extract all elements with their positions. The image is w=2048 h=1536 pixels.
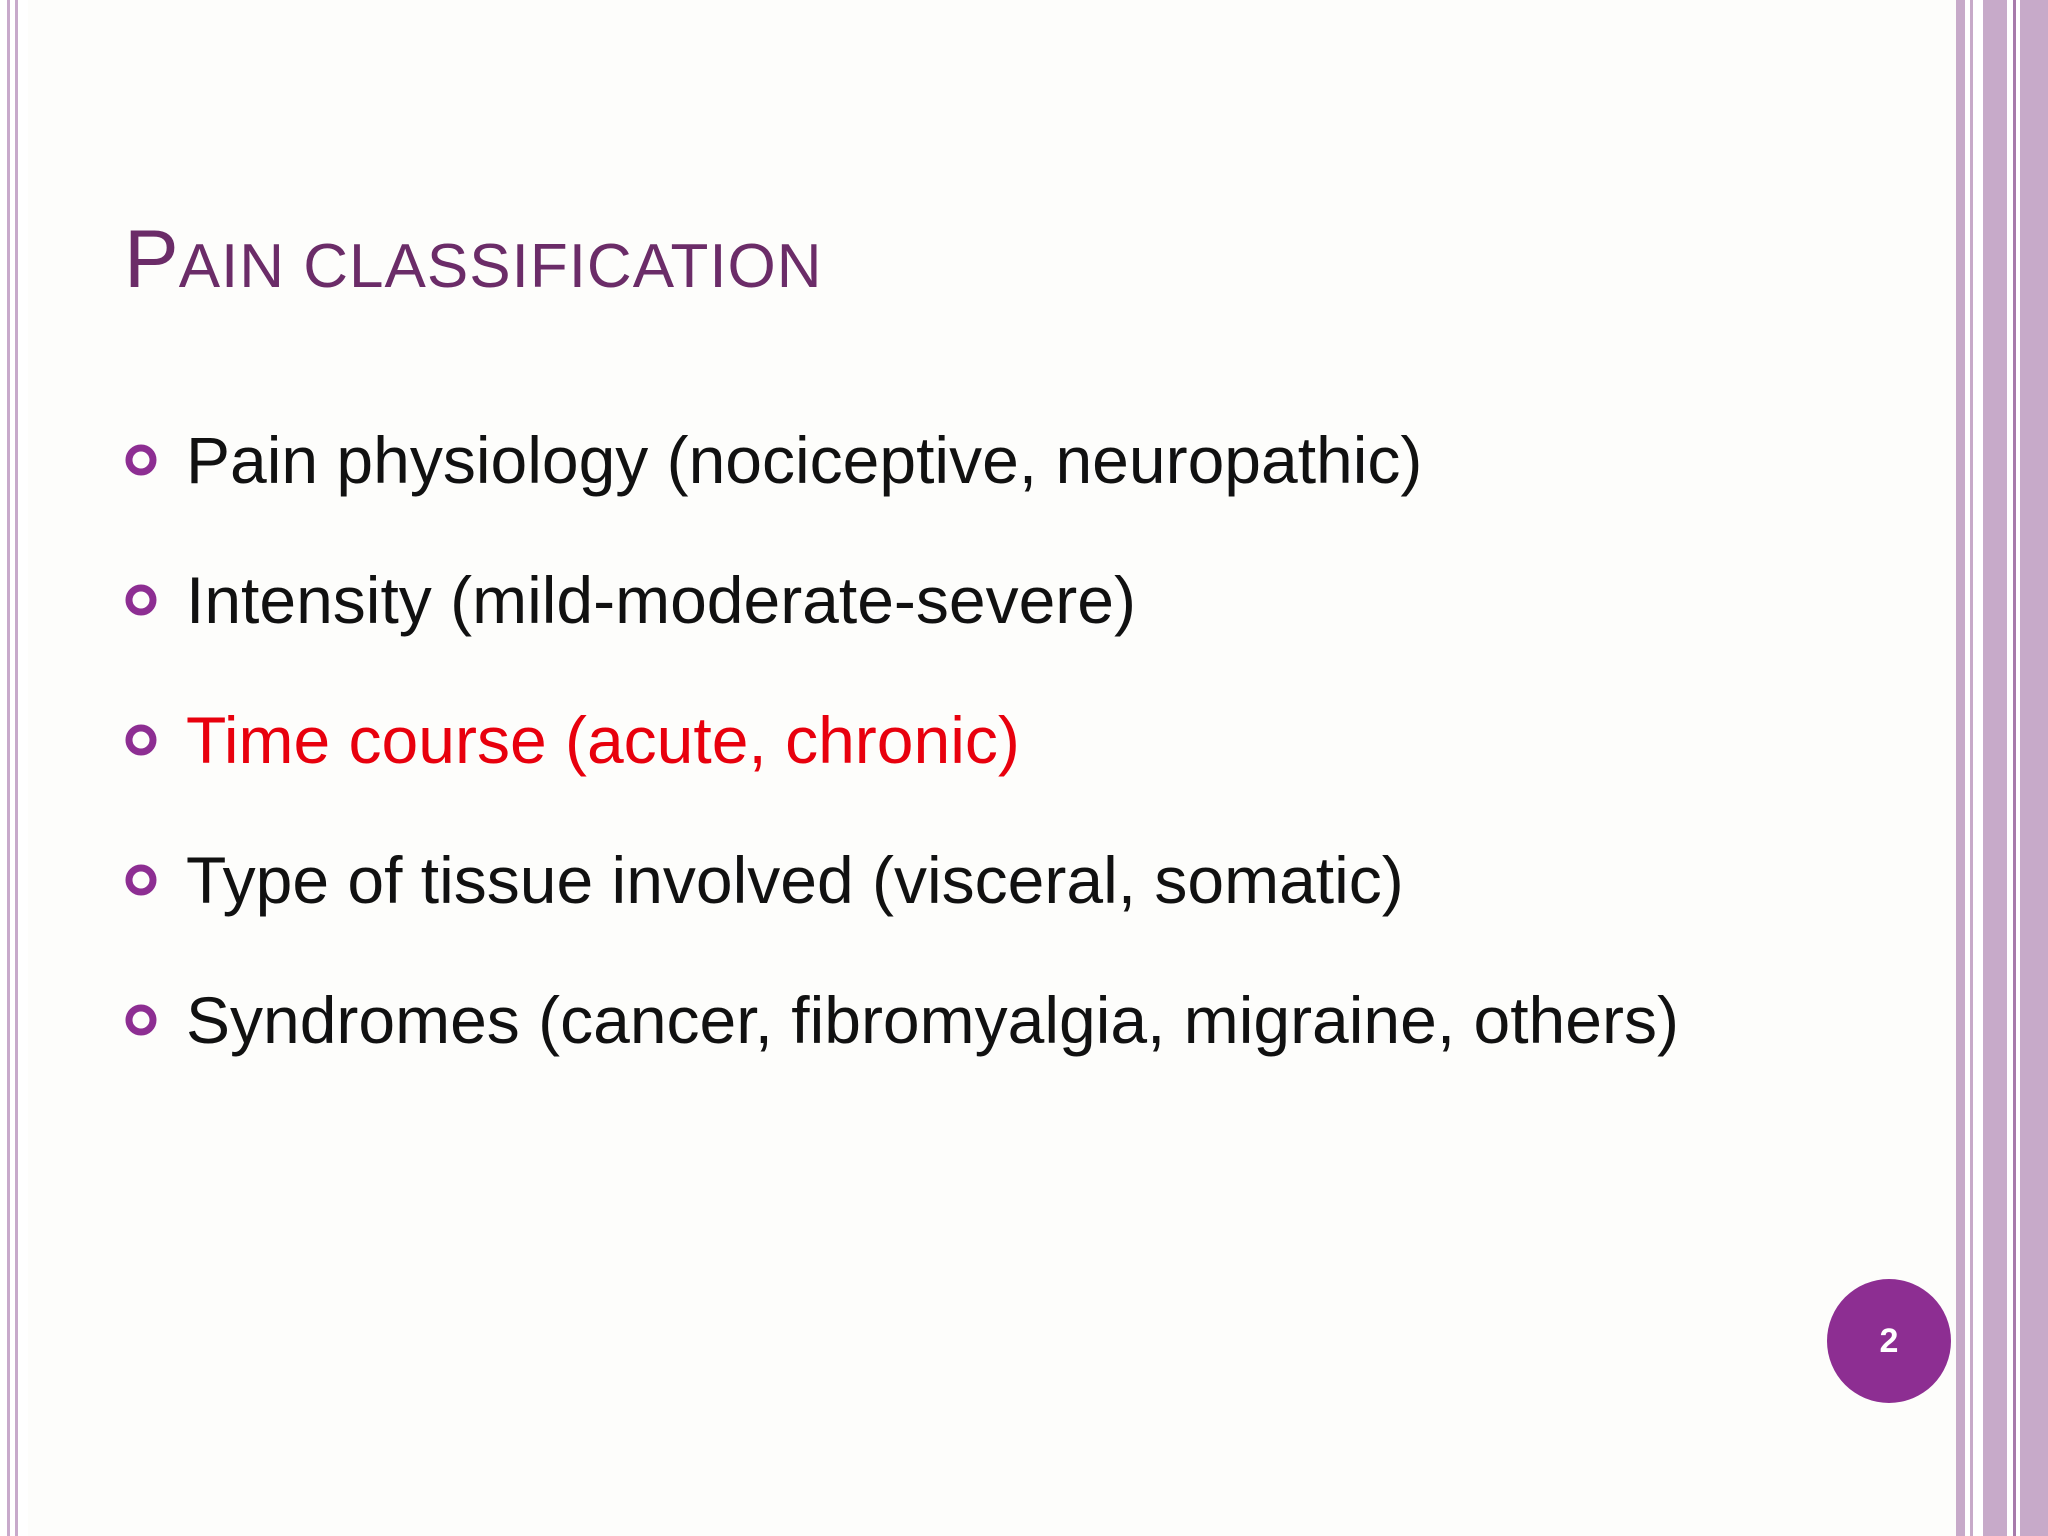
right-band-stripe bbox=[2013, 0, 2016, 1536]
bullet-list bbox=[124, 390, 1679, 1090]
hollow-circle-icon bbox=[124, 583, 158, 617]
hollow-circle-icon bbox=[124, 723, 158, 757]
bullet-text-highlighted: Time course (acute, chronic) bbox=[186, 703, 1020, 777]
list-item bbox=[124, 390, 1679, 530]
left-border-decoration bbox=[0, 0, 28, 1536]
page-number: 2 bbox=[1879, 1321, 1899, 1360]
bullet-text: Type of tissue involved (visceral, somatic) bbox=[186, 843, 1404, 917]
right-band-stripe bbox=[1956, 0, 1965, 1536]
slide-title bbox=[124, 210, 823, 317]
slide-title-rest: AIN CLASSIFICATION bbox=[178, 232, 823, 301]
page-number-badge bbox=[1827, 1279, 1951, 1403]
hollow-circle-icon bbox=[124, 1003, 158, 1037]
left-border-line bbox=[15, 0, 18, 1536]
bullet-text: Pain physiology (nociceptive, neuropathic) bbox=[186, 423, 1423, 497]
list-item bbox=[124, 670, 1679, 810]
right-band-stripe bbox=[1983, 0, 2007, 1536]
list-item bbox=[124, 530, 1679, 670]
right-band-stripe bbox=[2020, 0, 2048, 1536]
slide-title-initial: P bbox=[124, 214, 179, 305]
list-item bbox=[124, 950, 1679, 1090]
left-border-line bbox=[7, 0, 10, 1536]
bullet-text: Syndromes (cancer, fibromyalgia, migraine, others) bbox=[186, 983, 1679, 1057]
right-band-decoration bbox=[1956, 0, 2048, 1536]
hollow-circle-icon bbox=[124, 443, 158, 477]
list-item bbox=[124, 810, 1679, 950]
right-band-stripe bbox=[1970, 0, 1973, 1536]
hollow-circle-icon bbox=[124, 863, 158, 897]
bullet-text: Intensity (mild-moderate-severe) bbox=[186, 563, 1136, 637]
